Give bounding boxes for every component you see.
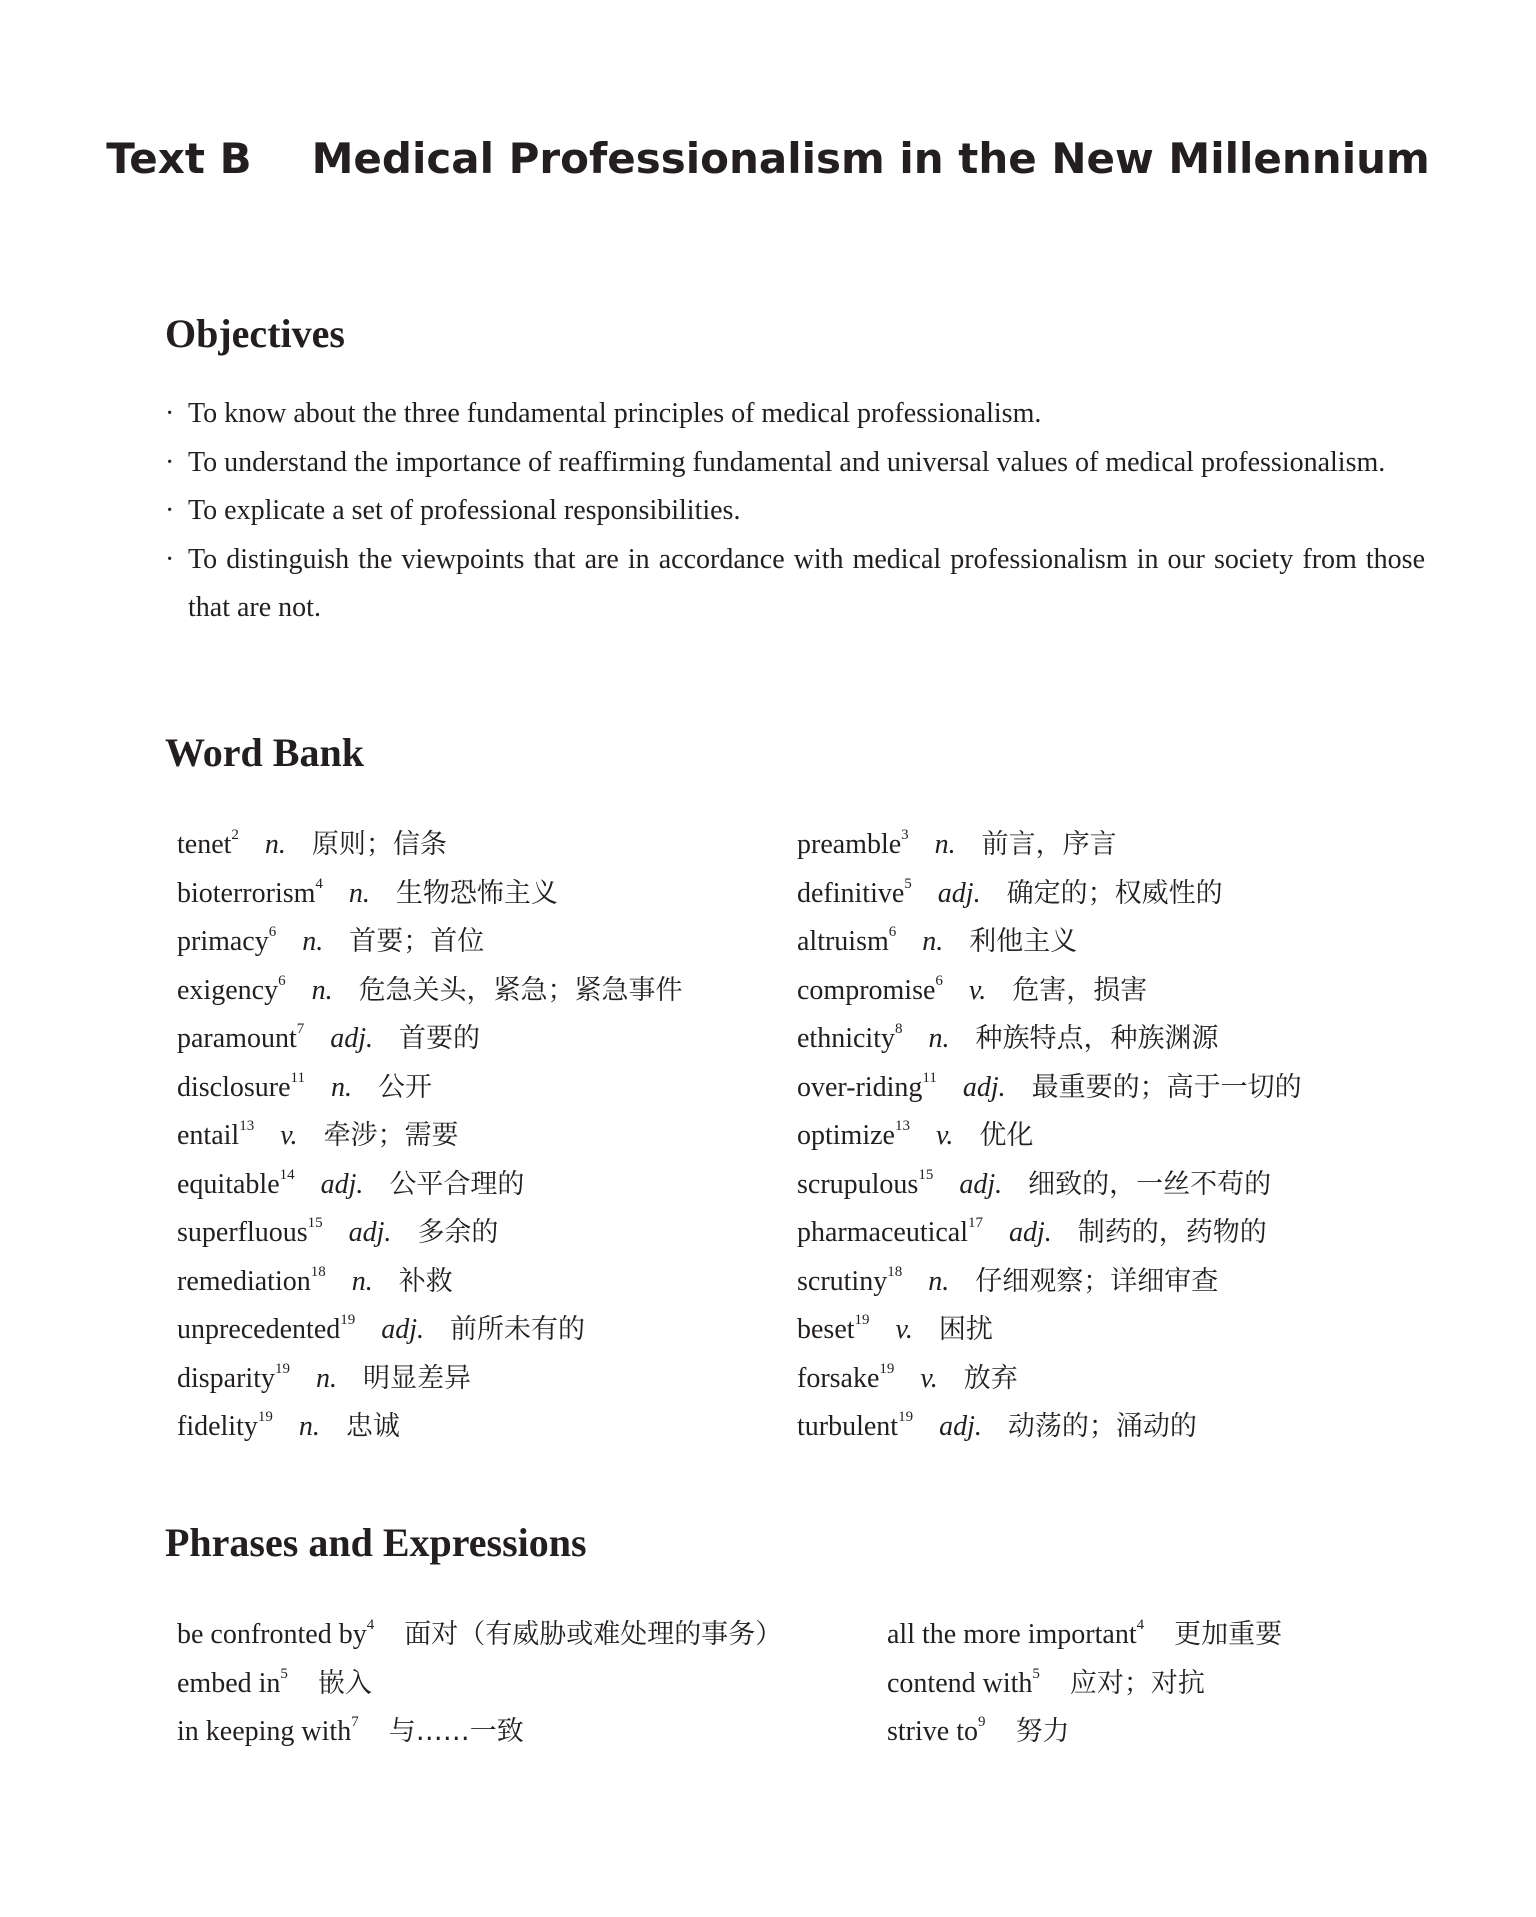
objective-item	[165, 487, 1425, 536]
paragraph-ref: 15	[307, 1215, 323, 1231]
word-entry	[177, 1113, 459, 1152]
paragraph-ref: 11	[290, 1069, 305, 1086]
word-text: scrutiny	[797, 1265, 888, 1297]
part-of-speech: adj.	[330, 1023, 374, 1054]
word-meaning: 放弃	[963, 1362, 1018, 1394]
part-of-speech: adj.	[381, 1314, 425, 1345]
part-of-speech: n.	[316, 1362, 337, 1394]
word-entry	[797, 968, 1147, 1007]
word-text: tenet	[177, 829, 232, 860]
part-of-speech: adj.	[937, 877, 981, 909]
objectives-list	[165, 390, 1425, 633]
phrase-text: embed in	[177, 1667, 281, 1699]
paragraph-ref: 4	[315, 875, 323, 892]
word-text: pharmaceutical	[797, 1217, 969, 1248]
word-meaning: 前言，序言	[981, 829, 1117, 860]
objectives-heading: Objectives	[165, 311, 345, 356]
word-meaning: 前所未有的	[450, 1314, 586, 1345]
paragraph-ref: 19	[898, 1409, 914, 1425]
word-meaning: 首要的	[399, 1023, 481, 1054]
word-text: disparity	[177, 1362, 275, 1394]
word-meaning: 多余的	[417, 1217, 499, 1248]
word-entry	[797, 1113, 1033, 1152]
phrase-meaning: 与……一致	[388, 1716, 524, 1747]
word-meaning: 补救	[398, 1265, 453, 1297]
word-meaning: 细致的，一丝不苟的	[1028, 1168, 1272, 1200]
paragraph-ref: 5	[904, 875, 912, 892]
paragraph-ref: 5	[280, 1665, 288, 1682]
part-of-speech: adj.	[320, 1168, 364, 1200]
phrase-text: all the more important	[887, 1619, 1137, 1650]
title-label: Text B	[106, 134, 252, 183]
paragraph-ref: 9	[978, 1714, 986, 1730]
word-meaning: 最重要的；高于一切的	[1031, 1071, 1302, 1103]
paragraph-ref: 7	[296, 1021, 305, 1037]
phrase-meaning: 努力	[1015, 1716, 1070, 1747]
word-entry	[177, 1162, 524, 1201]
word-entry	[797, 1356, 1018, 1395]
paragraph-ref: 4	[366, 1617, 375, 1633]
paragraph-ref: 8	[894, 1021, 903, 1037]
word-entry	[177, 822, 447, 861]
word-entry	[177, 1307, 585, 1346]
word-text: superfluous	[177, 1217, 308, 1248]
paragraph-ref: 14	[279, 1166, 295, 1183]
paragraph-ref: 18	[310, 1263, 326, 1280]
part-of-speech: n.	[298, 1411, 320, 1442]
objective-item	[165, 536, 1425, 633]
word-meaning: 优化	[979, 1120, 1034, 1151]
paragraph-ref: 6	[268, 924, 277, 940]
word-meaning: 种族特点，种族渊源	[975, 1023, 1219, 1054]
word-entry	[177, 1210, 498, 1249]
part-of-speech: n.	[928, 1023, 950, 1054]
bullet-icon: ·	[165, 398, 175, 429]
word-entry	[177, 1065, 432, 1104]
word-entry	[797, 871, 1223, 910]
paragraph-ref: 19	[854, 1312, 870, 1328]
word-meaning: 仔细观察；详细审查	[975, 1265, 1219, 1297]
part-of-speech: v.	[280, 1120, 298, 1151]
part-of-speech: n.	[330, 1071, 352, 1103]
word-text: ethnicity	[797, 1023, 895, 1054]
word-entry	[177, 1016, 480, 1055]
objective-text: To distinguish the viewpoints that are in accordance with medical professionalism in our society from those that are not.	[188, 543, 1425, 623]
phrase-entry	[177, 1709, 524, 1748]
paragraph-ref: 4	[1136, 1617, 1145, 1633]
word-text: beset	[797, 1314, 855, 1345]
phrase-entry	[177, 1661, 372, 1700]
word-text: primacy	[177, 926, 269, 957]
word-meaning: 利他主义	[969, 926, 1078, 957]
part-of-speech: v.	[895, 1314, 913, 1345]
word-entry	[797, 1259, 1218, 1298]
objective-item	[165, 390, 1425, 439]
paragraph-ref: 7	[351, 1714, 359, 1730]
word-text: paramount	[177, 1023, 297, 1054]
word-meaning: 首要；首位	[349, 926, 485, 957]
word-entry	[177, 871, 558, 910]
word-text: optimize	[797, 1120, 895, 1151]
word-text: bioterrorism	[177, 877, 316, 909]
word-meaning: 公开	[377, 1071, 432, 1103]
part-of-speech: adj.	[939, 1411, 982, 1442]
word-text: altruism	[797, 926, 889, 957]
word-entry	[797, 1210, 1267, 1249]
word-entry	[797, 1016, 1218, 1055]
word-entry	[797, 919, 1077, 958]
part-of-speech: adj.	[959, 1168, 1003, 1200]
word-entry	[177, 1356, 471, 1395]
word-entry	[177, 919, 484, 958]
paragraph-ref: 19	[257, 1409, 273, 1425]
phrase-meaning: 更加重要	[1174, 1619, 1283, 1650]
bullet-icon: ·	[165, 543, 175, 575]
word-meaning: 牵涉；需要	[323, 1120, 459, 1151]
part-of-speech: n.	[311, 974, 333, 1006]
word-entry	[797, 1404, 1197, 1443]
word-meaning: 确定的；权威性的	[1006, 877, 1223, 909]
word-meaning: 忠诚	[345, 1411, 400, 1442]
word-text: unprecedented	[177, 1314, 341, 1345]
phrase-entry	[887, 1661, 1205, 1700]
paragraph-ref: 19	[879, 1360, 895, 1377]
word-text: equitable	[177, 1168, 280, 1200]
phrase-text: be confronted by	[177, 1619, 367, 1650]
phrase-text: in keeping with	[177, 1716, 352, 1747]
objective-text: To know about the three fundamental principles of medical professionalism.	[188, 398, 1042, 429]
word-text: entail	[177, 1120, 240, 1151]
word-text: definitive	[797, 877, 905, 909]
part-of-speech: n.	[264, 829, 286, 860]
page-title	[0, 134, 1536, 183]
part-of-speech: v.	[920, 1362, 938, 1394]
word-entry	[797, 1307, 993, 1346]
phrase-text: strive to	[887, 1716, 978, 1747]
paragraph-ref: 13	[239, 1118, 255, 1134]
word-text: turbulent	[797, 1411, 899, 1442]
part-of-speech: adj.	[962, 1071, 1006, 1103]
part-of-speech: n.	[934, 829, 956, 860]
word-meaning: 明显差异	[363, 1362, 471, 1394]
word-text: forsake	[797, 1362, 880, 1394]
word-text: over-riding	[797, 1071, 923, 1103]
word-meaning: 原则；信条	[311, 829, 447, 860]
part-of-speech: n.	[351, 1265, 373, 1297]
part-of-speech: adj.	[348, 1217, 392, 1248]
word-text: exigency	[177, 974, 279, 1006]
part-of-speech: n.	[348, 877, 370, 909]
objective-text: To understand the importance of reaffirming fundamental and universal values of medical professionalism.	[188, 446, 1386, 478]
word-text: compromise	[797, 974, 936, 1006]
word-text: fidelity	[177, 1411, 258, 1442]
paragraph-ref: 6	[935, 972, 943, 989]
bullet-icon: ·	[165, 446, 175, 478]
word-entry	[797, 822, 1117, 861]
paragraph-ref: 11	[922, 1069, 937, 1086]
word-text: remediation	[177, 1265, 311, 1297]
word-meaning: 困扰	[938, 1314, 993, 1345]
paragraph-ref: 17	[968, 1215, 984, 1231]
paragraph-ref: 3	[901, 827, 909, 843]
phrase-meaning: 应对；对抗	[1069, 1667, 1205, 1699]
word-meaning: 制药的，药物的	[1077, 1217, 1267, 1248]
word-meaning: 危害，损害	[1012, 974, 1148, 1006]
paragraph-ref: 6	[888, 924, 897, 940]
objective-text: To explicate a set of professional responsibilities.	[188, 495, 741, 526]
word-text: scrupulous	[797, 1168, 919, 1200]
objective-item	[165, 439, 1425, 488]
word-meaning: 公平合理的	[389, 1168, 525, 1200]
phrase-meaning: 面对（有威胁或难处理的事务）	[404, 1619, 783, 1650]
phrase-entry	[177, 1612, 782, 1651]
word-entry	[797, 1065, 1302, 1104]
phrase-entry	[887, 1709, 1070, 1748]
paragraph-ref: 18	[887, 1263, 903, 1280]
part-of-speech: n.	[928, 1265, 950, 1297]
paragraph-ref: 2	[231, 827, 239, 843]
word-entry	[177, 1259, 453, 1298]
part-of-speech: n.	[302, 926, 324, 957]
word-bank-heading: Word Bank	[165, 730, 364, 775]
word-text: preamble	[797, 829, 902, 860]
paragraph-ref: 6	[278, 972, 286, 989]
part-of-speech: adj.	[1009, 1217, 1052, 1248]
word-text: disclosure	[177, 1071, 291, 1103]
paragraph-ref: 13	[894, 1118, 910, 1134]
paragraph-ref: 19	[275, 1360, 290, 1377]
phrase-text: contend with	[887, 1667, 1033, 1699]
title-text: Medical Professionalism in the New Millennium	[311, 134, 1430, 183]
word-entry	[177, 968, 683, 1007]
word-meaning: 动荡的；涌动的	[1007, 1411, 1197, 1442]
word-meaning: 危急关头，紧急；紧急事件	[358, 974, 683, 1006]
phrases-heading: Phrases and Expressions	[165, 1520, 587, 1565]
paragraph-ref: 5	[1032, 1665, 1040, 1682]
word-entry	[177, 1404, 400, 1443]
paragraph-ref: 19	[340, 1312, 356, 1328]
phrase-entry	[887, 1612, 1282, 1651]
paragraph-ref: 15	[918, 1166, 934, 1183]
word-entry	[797, 1162, 1271, 1201]
bullet-icon: ·	[165, 495, 175, 526]
part-of-speech: v.	[935, 1120, 954, 1151]
part-of-speech: n.	[922, 926, 944, 957]
word-meaning: 生物恐怖主义	[395, 877, 558, 909]
phrase-meaning: 嵌入	[317, 1667, 372, 1699]
part-of-speech: v.	[968, 974, 987, 1006]
